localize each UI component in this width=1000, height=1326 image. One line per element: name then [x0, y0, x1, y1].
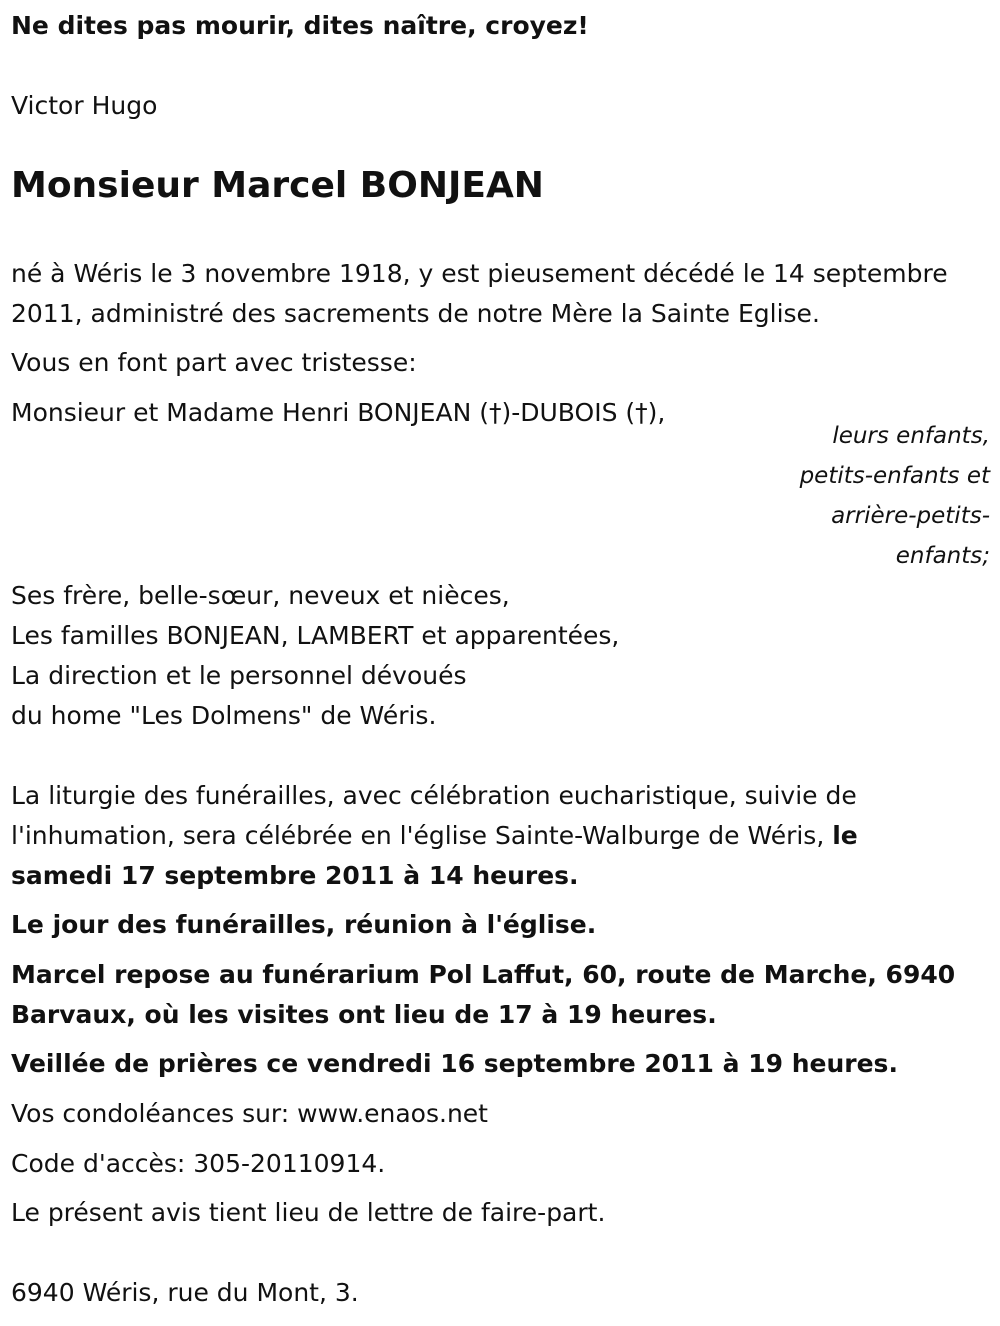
family-line: Ses frère, belle-sœur, neveux et nièces,	[11, 581, 510, 610]
children-names: Monsieur et Madame Henri BONJEAN (†)-DUBOIS (†),	[11, 398, 666, 427]
family-line: Les familles BONJEAN, LAMBERT et apparentées,	[11, 621, 620, 650]
relation-line: leurs enfants,	[832, 423, 990, 449]
relation-line: arrière-petits-	[831, 503, 990, 529]
birth-death-line: 2011, administré des sacrements de notre Mère la Sainte Eglise.	[11, 299, 820, 328]
family-line: La direction et le personnel dévoués	[11, 661, 467, 690]
children-relation	[800, 416, 990, 576]
deceased-name: Monsieur Marcel BONJEAN	[11, 165, 544, 206]
quote-author: Victor Hugo	[11, 91, 158, 120]
liturgy-text: l'inhumation, sera célébrée en l'église Sainte-Walburge de Wéris,	[11, 821, 825, 850]
birth-death-line: né à Wéris le 3 novembre 1918, y est pieusement décédé le 14 septembre	[11, 259, 948, 288]
birth-death-paragraph	[11, 254, 948, 334]
repose-paragraph	[11, 955, 955, 1035]
liturgy-date: samedi 17 septembre 2011 à 14 heures.	[11, 861, 579, 890]
family-list	[11, 576, 619, 736]
notice-text: Le présent avis tient lieu de lettre de faire-part.	[11, 1198, 606, 1227]
liturgy-date-start: le	[832, 821, 858, 850]
relation-line: petits-enfants et	[799, 463, 990, 489]
repose-line: Barvaux, où les visites ont lieu de 17 à 19 heures.	[11, 1000, 717, 1029]
repose-line: Marcel repose au funérarium Pol Laffut, 60, route de Marche, 6940	[11, 960, 956, 989]
vigil-text: Veillée de prières ce vendredi 16 septembre 2011 à 19 heures.	[11, 1049, 898, 1078]
announce-text: Vous en font part avec tristesse:	[11, 348, 417, 377]
quote: Ne dites pas mourir, dites naître, croyez!	[11, 11, 589, 40]
access-code: Code d'accès: 305-20110914.	[11, 1149, 386, 1178]
liturgy-line	[11, 816, 858, 856]
address-text: 6940 Wéris, rue du Mont, 3.	[11, 1278, 359, 1307]
condolences-text: Vos condoléances sur: www.enaos.net	[11, 1099, 488, 1128]
liturgy-paragraph	[11, 776, 858, 896]
liturgy-line: La liturgie des funérailles, avec célébration eucharistique, suivie de	[11, 781, 857, 810]
family-line: du home "Les Dolmens" de Wéris.	[11, 701, 437, 730]
meeting-text: Le jour des funérailles, réunion à l'église.	[11, 910, 597, 939]
relation-line: enfants;	[895, 543, 990, 569]
